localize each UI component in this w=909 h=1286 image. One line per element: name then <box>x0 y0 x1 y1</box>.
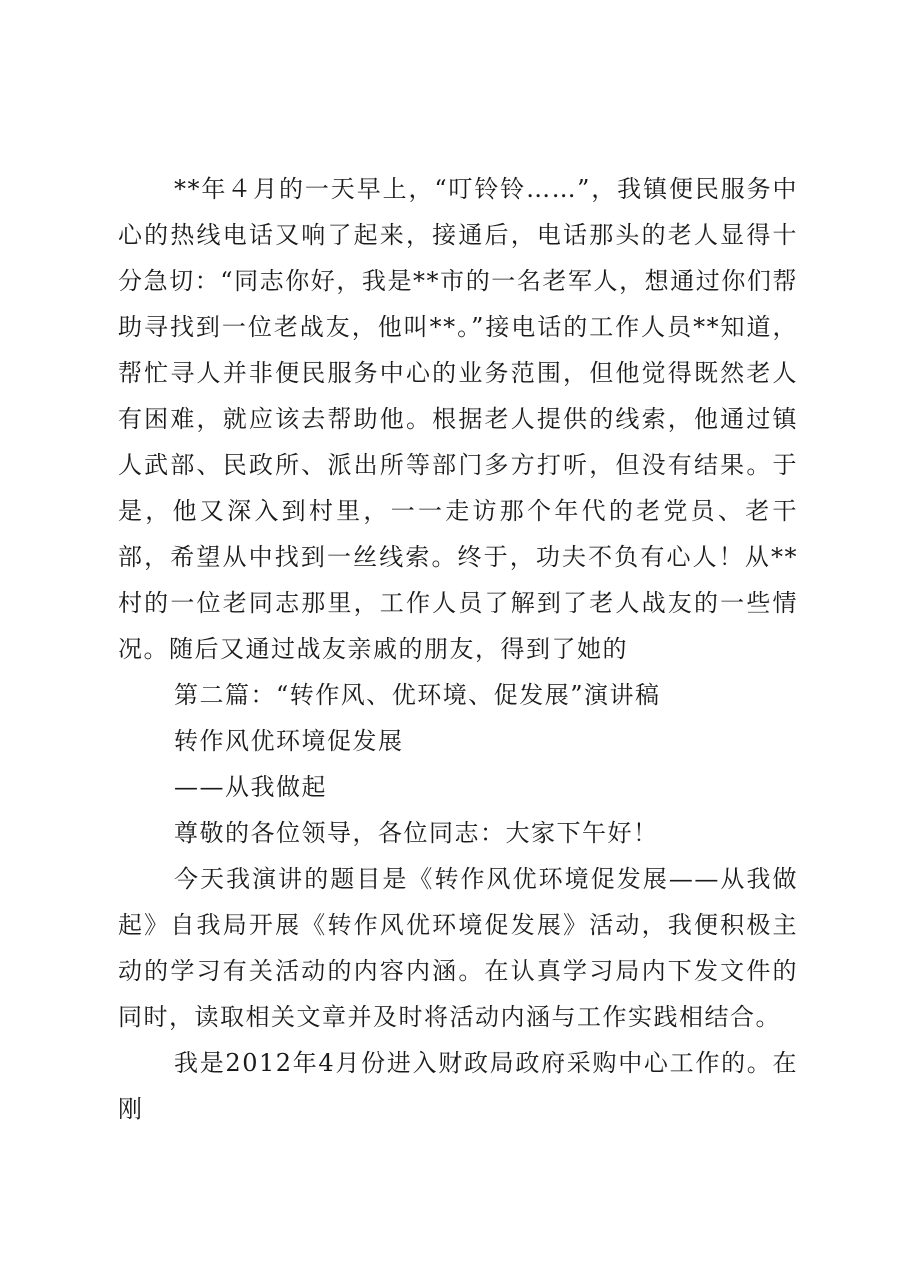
paragraph-work-start: 我是2012年4月份进入财政局政府采购中心工作的。在刚 <box>118 1049 798 1123</box>
document-body <box>118 166 798 1132</box>
paragraph-veteran-story: **年４月的一天早上，“叮铃铃……”，我镇便民服务中心的热线电话又响了起来，接通后，电话那头的老人显得十分急切：“同志你好，我是**市的一名老军人，想通过你们帮助寻找到一位老战友，他叫**。”接电话的工作人员**知道，帮忙寻人并非便民服务中心的业务范围，但他觉得既然老人有困难，就应该去帮助他。根据老人提供的线索，他通过镇人武部、民政所、派出所等部门多方打听，但没有结果。于是，他又深入到村里，一一走访那个年代的老党员、老干部，希望从中找到一丝线索。终于，功夫不负有心人！从**村的一位老同志那里，工作人员了解到了老人战友的一些情况。随后又通过战友亲戚的朋友，得到了她的 <box>118 175 798 663</box>
speech-title: 转作风优环境促发展 <box>174 727 404 755</box>
paragraph-speech-topic: 今天我演讲的题目是《转作风优环境促发展——从我做起》自我局开展《转作风优环境促发展》活动，我便积极主动的学习有关活动的内容内涵。在认真学习局内下发文件的同时，读取相关文章并及时将活动内涵与工作实践相结合。 <box>118 865 798 1031</box>
greeting: 尊敬的各位领导，各位同志：大家下午好！ <box>174 819 659 847</box>
chapter-heading: 第二篇：“转作风、优环境、促发展”演讲稿 <box>174 681 661 709</box>
speech-subtitle: ——从我做起 <box>174 773 327 801</box>
